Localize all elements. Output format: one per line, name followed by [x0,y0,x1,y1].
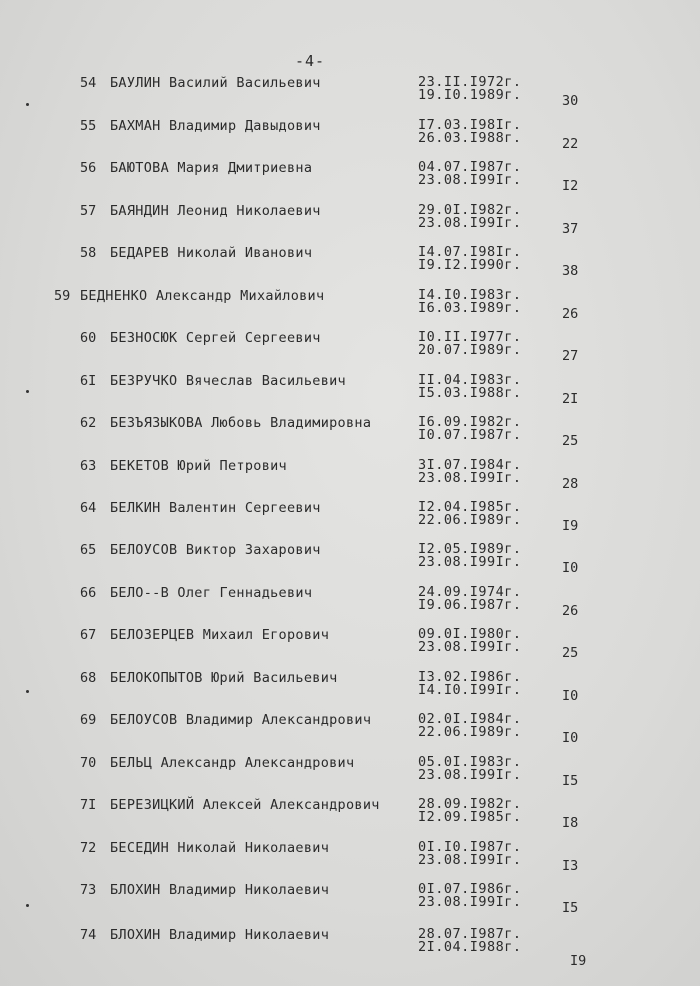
entry-name: БАУЛИН Василий Васильевич [110,75,321,91]
entry-name: БЕДАРЕВ Николай Иванович [110,245,313,261]
date-from: II.04.I983г. [418,372,522,388]
entry-number: 63 [80,458,97,474]
entry-years: I0 [562,688,579,704]
date-from: 24.09.I974г. [418,584,522,600]
date-to: I6.03.I989г. [418,300,522,316]
entry-dates [418,671,522,697]
list-item [0,459,700,501]
list-item [0,543,700,585]
entry-name: БЕЛОУСОВ Виктор Захарович [110,542,321,558]
entry-years: I9 [570,953,587,969]
date-to: 23.08.I99Iг. [418,215,522,231]
entry-number: 64 [80,500,97,516]
entry-name: БЛОХИН Владимир Николаевич [110,882,330,898]
entry-years: I0 [562,560,579,576]
date-from: I4.I0.I983г. [418,287,522,303]
entry-name: БЕЗЪЯЗЫКОВА Любовь Владимировна [110,415,372,431]
list-item [0,671,700,713]
entry-years: I9 [562,518,579,534]
date-from: 0I.07.I986г. [418,881,522,897]
list-item [0,289,700,331]
entry-number: 58 [80,245,97,261]
entry-years: I8 [562,815,579,831]
date-to: 2I.04.I988г. [418,939,522,955]
entry-years: 37 [562,221,579,237]
date-from: 3I.07.I984г. [418,457,522,473]
entry-number: 56 [80,160,97,176]
entry-years: 28 [562,476,579,492]
entry-dates [418,246,522,272]
punch-mark [26,390,29,393]
date-from: 09.0I.I980г. [418,626,522,642]
entry-dates [418,459,522,485]
punch-mark [26,904,29,907]
date-to: 22.06.I989г. [418,724,522,740]
entry-name: БАЯНДИН Леонид Николаевич [110,203,321,219]
entry-name: БАЮТОВА Мария Дмитриевна [110,160,313,176]
list-item [0,628,700,670]
entry-years: I5 [562,773,579,789]
date-from: I0.II.I977г. [418,329,522,345]
entry-years: 26 [562,306,579,322]
entry-name: БЕЛОЗЕРЦЕВ Михаил Егорович [110,627,330,643]
date-from: 29.0I.I982г. [418,202,522,218]
entry-name: БЕЛОКОПЫТОВ Юрий Васильевич [110,670,338,686]
date-from: I6.09.I982г. [418,414,522,430]
date-from: 0I.I0.I987г. [418,839,522,855]
page-number: -4- [294,52,326,70]
date-from: I3.02.I986г. [418,669,522,685]
punch-mark [26,103,29,106]
date-from: 28.09.I982г. [418,796,522,812]
entry-years: 2I [562,391,579,407]
list-item [0,246,700,288]
entry-years: 25 [562,645,579,661]
date-to: 22.06.I989г. [418,512,522,528]
entry-name: БАХМАН Владимир Давыдович [110,118,321,134]
date-to: I0.07.I987г. [418,427,522,443]
entry-number: 65 [80,542,97,558]
date-to: I9.06.I987г. [418,597,522,613]
entry-number: 73 [80,882,97,898]
date-from: 28.07.I987г. [418,926,522,942]
entry-number: 66 [80,585,97,601]
list-item [0,204,700,246]
entry-number: 68 [80,670,97,686]
entry-name: БЕДНЕНКО Александр Михайлович [80,288,325,304]
entry-number: 6I [80,373,97,389]
entry-name: БЕЛЬЦ Александр Александрович [110,755,355,771]
entry-dates [418,928,522,954]
list-item [0,928,700,970]
entry-dates [418,374,522,400]
entry-dates [418,289,522,315]
entry-dates [418,331,522,357]
date-to: 19.I0.1989г. [418,87,522,103]
entry-dates [418,501,522,527]
entry-dates [418,883,522,909]
entry-number: 69 [80,712,97,728]
date-to: 23.08.I99Iг. [418,639,522,655]
entry-dates [418,204,522,230]
entry-years: 30 [562,93,579,109]
entry-name: БЕЗНОСЮК Сергей Сергеевич [110,330,321,346]
entry-years: I2 [562,178,579,194]
date-from: I2.04.I985г. [418,499,522,515]
entry-dates [418,841,522,867]
entry-years: I0 [562,730,579,746]
entry-number: 74 [80,927,97,943]
date-to: 23.08.I99Iг. [418,767,522,783]
entry-number: 72 [80,840,97,856]
entry-years: I5 [562,900,579,916]
entry-name: БЕЛКИН Валентин Сергеевич [110,500,321,516]
entry-number: 57 [80,203,97,219]
list-item [0,374,700,416]
list-item [0,883,700,925]
entry-dates [418,628,522,654]
entry-dates [418,119,522,145]
entry-years: 27 [562,348,579,364]
entry-name: БЕРЕЗИЦКИЙ Алексей Александрович [110,797,380,813]
list-item [0,586,700,628]
list-item [0,798,700,840]
entry-name: БЛОХИН Владимир Николаевич [110,927,330,943]
entry-dates [418,543,522,569]
date-to: I5.03.I988г. [418,385,522,401]
entry-name: БЕЗРУЧКО Вячеслав Васильевич [110,373,346,389]
entry-dates [418,586,522,612]
entry-number: 55 [80,118,97,134]
list-item [0,331,700,373]
entry-number: 60 [80,330,97,346]
date-to: 23.08.I99Iг. [418,894,522,910]
entry-number: 70 [80,755,97,771]
entry-name: БЕЛОУСОВ Владимир Александрович [110,712,372,728]
entry-number: 62 [80,415,97,431]
entry-years: I3 [562,858,579,874]
entry-name: БЕКЕТОВ Юрий Петрович [110,458,287,474]
entry-dates [418,76,522,102]
entry-number: 54 [80,75,97,91]
list-item [0,841,700,883]
entry-dates [418,756,522,782]
date-to: 23.08.I99Iг. [418,172,522,188]
date-from: 05.0I.I983г. [418,754,522,770]
date-from: 23.II.I972г. [418,74,522,90]
entry-years: 22 [562,136,579,152]
entry-dates [418,713,522,739]
date-from: 04.07.I987г. [418,159,522,175]
list-item [0,756,700,798]
entry-dates [418,798,522,824]
entry-years: 26 [562,603,579,619]
entry-dates [418,416,522,442]
date-from: I7.03.I98Iг. [418,117,522,133]
list-item [0,119,700,161]
entry-number: 7I [80,797,97,813]
date-to: 23.08.I99Iг. [418,852,522,868]
entry-name: БЕСЕДИН Николай Николаевич [110,840,330,856]
date-to: I4.I0.I99Iг. [418,682,522,698]
date-to: I2.09.I985г. [418,809,522,825]
entry-dates [418,161,522,187]
list-item [0,76,700,118]
date-from: I4.07.I98Iг. [418,244,522,260]
list-item [0,161,700,203]
date-to: I9.I2.I990г. [418,257,522,273]
entry-years: 38 [562,263,579,279]
date-to: 23.08.I99Iг. [418,470,522,486]
entry-number: 59 [54,288,71,304]
date-from: 02.0I.I984г. [418,711,522,727]
date-to: 23.08.I99Iг. [418,554,522,570]
entry-number: 67 [80,627,97,643]
date-from: I2.05.I989г. [418,541,522,557]
list-item [0,501,700,543]
date-to: 26.03.I988г. [418,130,522,146]
list-item [0,713,700,755]
date-to: 20.07.I989г. [418,342,522,358]
punch-mark [26,690,29,693]
entry-name: БЕЛО--В Олег Геннадьевич [110,585,313,601]
list-item [0,416,700,458]
entry-years: 25 [562,433,579,449]
